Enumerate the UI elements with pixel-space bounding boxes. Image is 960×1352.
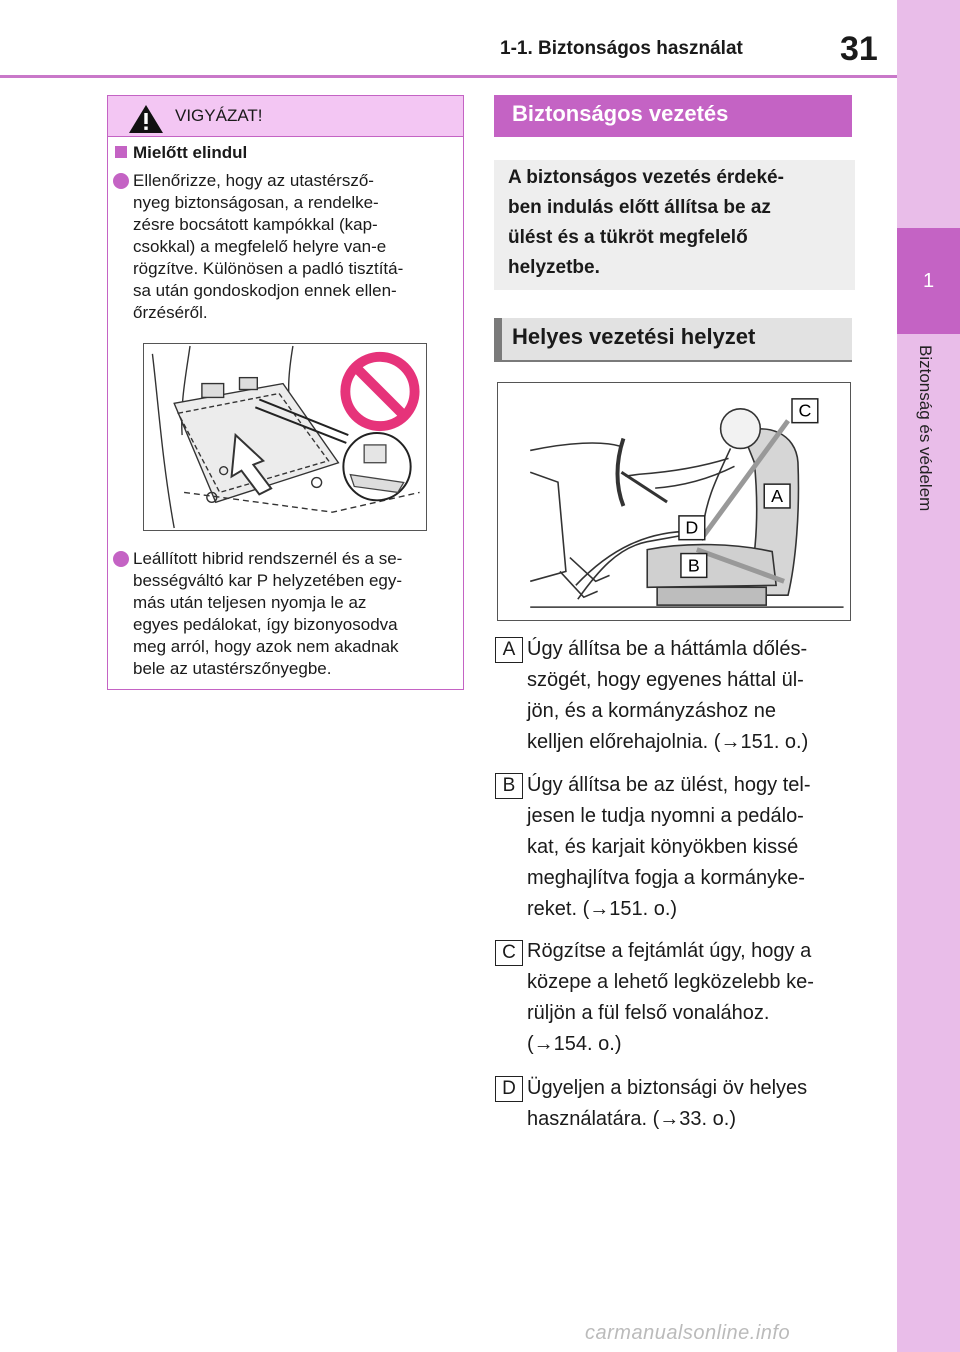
item-text-a: Úgy állítsa be a háttámla dőlés- szögét, hogy egyenes háttal ül- jön, és a kormányzáshoz ne kelljen előrehajolnia. (→151. o.): [527, 638, 809, 753]
watermark: carmanualsonline.info: [585, 1322, 791, 1344]
round-bullet-icon: [113, 551, 129, 567]
caution-paragraph-2: Leállított hibrid rendszernél és a se- bességváltó kar P helyzetében egy- más után teljesen nyomja le az egyes pedálokat, így bizonyosodva meg arról, hogy azok nem akadnak bele az utastérszőnyegbe.: [133, 549, 403, 678]
item-label-a: A: [495, 637, 523, 663]
floor-mat-illustration: [143, 343, 427, 531]
figure-label-b: B: [687, 555, 700, 576]
item-label-b: B: [495, 773, 523, 799]
figure-label-a: A: [771, 485, 784, 506]
chapter-title: Biztonság és védelem: [916, 345, 935, 512]
page-number: 31: [840, 30, 878, 68]
square-bullet-icon: [115, 146, 127, 158]
item-text-c: Rögzítse a fejtámlát úgy, hogy a közepe a lehető legközelebb ke- rüljön a fül felső vonalához. (→154. o.): [527, 940, 814, 1055]
item-text-b: Úgy állítsa be az ülést, hogy tel- jesen le tudja nyomni a pedálo- kat, és karjait könyökben kissé meghajlítva fogja a kormányke- reket. (→151. o.): [527, 774, 811, 920]
header-rule: [0, 75, 897, 78]
figure-label-c: C: [798, 400, 812, 421]
item-text-d: Ügyeljen a biztonsági öv helyes használatára. (→33. o.): [527, 1077, 808, 1130]
section-title: 1-1. Biztonságos használat: [500, 38, 743, 59]
round-bullet-icon: [113, 173, 129, 189]
caution-title: VIGYÁZAT!: [175, 106, 263, 125]
intro-text: A biztonságos vezetés érdeké- ben indulás előtt állítsa be az ülést és a tükröt megfelelő helyzetbe.: [508, 167, 784, 278]
heading-driving-position: Helyes vezetési helyzet: [512, 324, 756, 349]
item-label-d: D: [495, 1076, 523, 1102]
figure-label-d: D: [685, 517, 699, 538]
caution-subheading: Mielőtt elindul: [133, 143, 248, 162]
item-label-c: C: [495, 940, 523, 966]
warning-triangle-icon: [128, 104, 164, 134]
driving-position-illustration: [497, 382, 851, 621]
chapter-side-tab: [897, 0, 960, 1352]
heading-safe-driving: Biztonságos vezetés: [512, 101, 729, 126]
chapter-number-tab[interactable]: 1: [897, 228, 960, 334]
caution-paragraph-1: Ellenőrizze, hogy az utastérsző- nyeg biztonságosan, a rendelke- zésre bocsátott kampókkal (kap- csokkal) a megfelelő helyre van-e rögzítve. Különösen a padló tisztítá- sa után gondoskodjon ennek ellen- őrzéséről.: [133, 171, 404, 322]
